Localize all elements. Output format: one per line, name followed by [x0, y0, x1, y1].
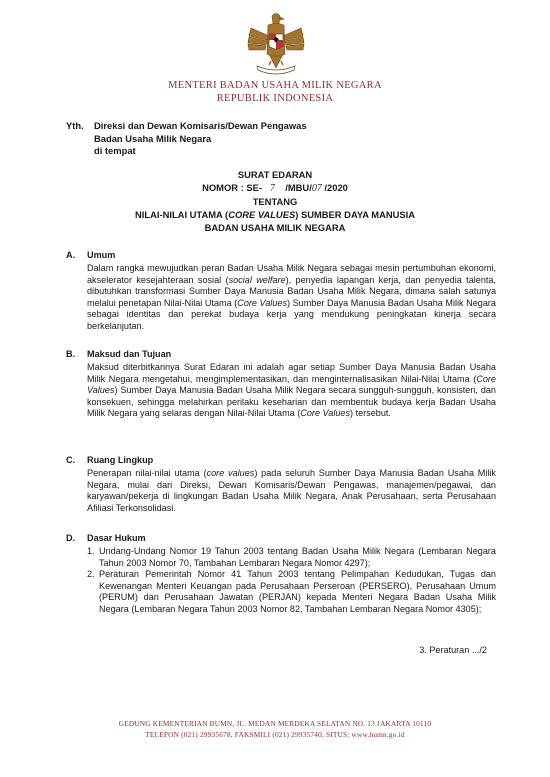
body-text: Maksud diterbitkannya Surat Edaran ini adalah agar setiap Sumber Daya Manusia Badan Usaha Milik Negara mengetahui, mengimplementasikan, dan menginternalisasikan Nilai-Nilai Utama ( [87, 362, 496, 384]
ministry-country: REPUBLIK INDONESIA [216, 93, 334, 104]
body-text: ) pada seluruh Sumber Daya Manusia Badan Usaha Milik Negara, mulai dari Direksi, Dewan Komisaris/Dewan Pengawas, manajemen/pegawai, dan karyawan/pekerja di lingkungan Badan Usaha Milik Negara, Anak Perusahaan, serta Perusahaan Afiliasi Terkonsolidasi. [87, 468, 496, 513]
section-body [87, 263, 496, 333]
subject-italic: CORE VALUES [228, 209, 296, 220]
recipient-label: Yth. [66, 120, 84, 131]
list-text: Undang-Undang Nomor 19 Tahun 2003 tentang Badan Usaha Milik Negara (Lembaran Negara Tahun 2003 Nomor 70, Tambahan Lembaran Negara Nomor 4297); [99, 546, 496, 568]
recipient-line: di tempat [94, 145, 136, 156]
list-item [87, 569, 496, 615]
body-text: Penerapan nilai-nilai utama ( [87, 468, 207, 478]
recipient-line: Direksi dan Dewan Komisaris/Dewan Pengawas [94, 120, 307, 131]
body-text: ) Sumber Daya Manusia Badan Usaha Milik Negara secara sungguh-sungguh, konsisten, dan konsekuen, sehingga melahirkan perilaku keseharian dan membentuk budaya kerja Badan Usaha Milik Negara yang selaras dengan Nilai-Nilai Utama ( [87, 385, 496, 419]
list-number: 1. [87, 546, 95, 556]
document-number [0, 182, 550, 194]
section-letter: C. [66, 455, 76, 465]
body-text: ), penyedia lapangan kerja, dan penyedia talenta, dibutuhkan transformasi Sumber Daya Manusia Badan Usaha Milik Negara, dimana salah satunya melalui penetapan Nilai-Nilai Utama ( [87, 274, 496, 308]
subject-text: NILAI-NILAI UTAMA ( [134, 209, 229, 220]
list-number: 2. [87, 569, 95, 580]
number-handwritten: 7 [269, 183, 275, 194]
body-italic: Core Values [237, 297, 287, 308]
body-italic: Core Values [87, 373, 496, 396]
section-d [66, 533, 496, 616]
section-title: Umum [87, 250, 116, 260]
subject-line-1 [0, 209, 550, 220]
section-letter: A. [66, 250, 76, 260]
next-page-marker: 3. Peraturan .../2 [419, 645, 487, 655]
body-text: ) tersebut. [350, 408, 391, 419]
garuda-emblem-icon [243, 10, 309, 78]
subject-text: ) SUMBER DAYA MANUSIA [295, 209, 416, 220]
tentang-label: TENTANG [252, 196, 298, 207]
section-title: Ruang Lingkup [87, 455, 154, 465]
section-c [66, 455, 496, 514]
footer-contact: TELEPON (021) 29935678, FAKSMILI (021) 29935740, SITUS: www.bumn.go.id [145, 730, 405, 739]
number-suffix: /2020 [324, 182, 348, 193]
body-italic: Core Values [300, 408, 351, 419]
section-title: Maksud dan Tujuan [87, 349, 172, 359]
footer-address: GEDUNG KEMENTERIAN BUMN, JL. MEDAN MERDEKA SELATAN NO. 13 JAKARTA 10110 [118, 719, 432, 728]
document-type: SURAT EDARAN [237, 169, 313, 180]
number-prefix: NOMOR : SE- [202, 182, 262, 193]
list-item [87, 546, 496, 569]
section-b [66, 349, 496, 420]
section-letter: B. [66, 349, 76, 359]
body-italic: core values [206, 468, 255, 478]
section-body [87, 362, 496, 420]
body-italic: social welfare [228, 274, 286, 285]
number-mid: /MBU/ [285, 182, 312, 193]
ministry-name: MENTERI BADAN USAHA MILIK NEGARA [168, 80, 382, 91]
section-body [87, 468, 496, 514]
body-text: Dalam rangka mewujudkan peran Badan Usaha Milik Negara sebagai mesin pertumbuhan ekonomi, akselerator kesejahteraan sosial ( [87, 263, 496, 285]
section-title: Dasar Hukum [87, 533, 146, 543]
recipient-line: Badan Usaha Milik Negara [94, 132, 212, 144]
section-letter: D. [66, 533, 76, 543]
list-text: Peraturan Pemerintah Nomor 41 Tahun 2003 tentang Pelimpahan Kedudukan, Tugas dan Kewenangan Menteri Keuangan pada Perusahaan Perseroan (PERSERO), Perusahaan Umum (PERUM) dan Perusahaan Jawatan (PERJAN) kepada Menteri Negara Badan Usaha Milik Negara (Lembaran Negara Tahun 2003 Nomor 82, Tambahan Lembaran Negara Nomor 4305); [99, 569, 496, 614]
legal-basis-list [87, 546, 496, 616]
section-a [66, 250, 496, 333]
body-text: ) Sumber Daya Manusia Badan Usaha Milik Negara sebagai identitas dan perekat budaya kerja yang mendukung peningkatan kinerja secara berkelanjutan. [87, 297, 496, 331]
subject-line-2: BADAN USAHA MILIK NEGARA [204, 222, 346, 233]
month-handwritten: 07 [311, 183, 322, 194]
